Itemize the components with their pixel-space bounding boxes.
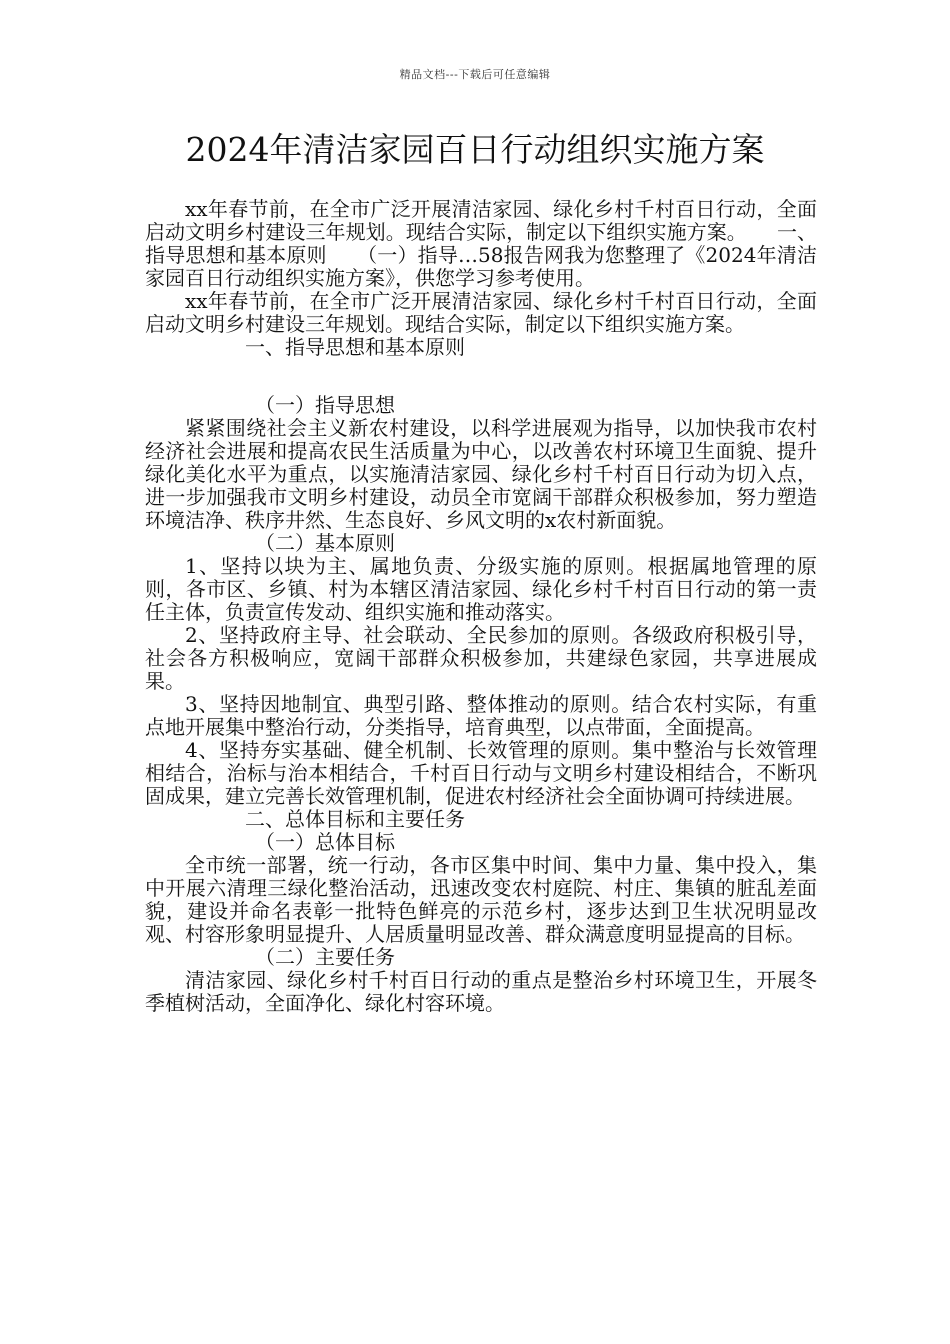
body-paragraph: 全市统一部署，统一行动，各市区集中时间、集中力量、集中投入，集中开展六清理三绿化整治活动，迅速改变农村庭院、村庄、集镇的脏乱差面貌，建设并命名表彰一批特色鲜亮的示范乡村，逐步达到卫生状况明显改观、村容形象明显提升、人居质量明显改善、群众满意度明显提高的目标。	[145, 853, 817, 946]
document-body	[145, 198, 817, 1015]
body-paragraph: 清洁家园、绿化乡村千村百日行动的重点是整治乡村环境卫生，开展冬季植树活动，全面净化、绿化村容环境。	[145, 968, 817, 1015]
section-heading: 二、总体目标和主要任务	[245, 807, 465, 831]
subsection-heading: （一）指导思想	[255, 393, 395, 417]
document-title: 2024年清洁家园百日行动组织实施方案	[185, 130, 765, 169]
principle-paragraph: 2、坚持政府主导、社会联动、全民参加的原则。各级政府积极引导，社会各方积极响应，宽阔干部群众积极参加，共建绿色家园，共享进展成果。	[145, 623, 817, 693]
section-heading: 一、指导思想和基本原则	[245, 335, 465, 359]
header-note: 精品文档---下载后可任意编辑	[399, 68, 551, 81]
subsection-heading: （二）基本原则	[255, 531, 395, 555]
principle-paragraph: 1、坚持以块为主、属地负责、分级实施的原则。根据属地管理的原则，各市区、乡镇、村为本辖区清洁家园、绿化乡村千村百日行动的第一责任主体，负责宣传发动、组织实施和推动落实。	[145, 554, 817, 624]
principle-paragraph: 3、坚持因地制宜、典型引路、整体推动的原则。结合农村实际，有重点地开展集中整治行动，分类指导，培育典型，以点带面，全面提高。	[145, 692, 817, 739]
body-paragraph: xx年春节前，在全市广泛开展清洁家园、绿化乡村千村百日行动，全面启动文明乡村建设三年规划。现结合实际，制定以下组织实施方案。	[145, 289, 817, 336]
principle-paragraph: 4、坚持夯实基础、健全机制、长效管理的原则。集中整治与长效管理相结合，治标与治本相结合，千村百日行动与文明乡村建设相结合，不断巩固成果，建立完善长效管理机制，促进农村经济社会全面协调可持续进展。	[145, 738, 817, 808]
intro-paragraph: xx年春节前，在全市广泛开展清洁家园、绿化乡村千村百日行动，全面启动文明乡村建设三年规划。现结合实际，制定以下组织实施方案。 一、指导思想和基本原则 （一）指导…58报告网我为您整理了《2024年清洁家园百日行动组织实施方案》，供您学习参考使用。	[145, 197, 817, 290]
subsection-heading: （二）主要任务	[255, 945, 395, 969]
body-paragraph: 紧紧围绕社会主义新农村建设，以科学进展观为指导，以加快我市农村经济社会进展和提高农民生活质量为中心，以改善农村环境卫生面貌、提升绿化美化水平为重点，以实施清洁家园、绿化乡村千村百日行动为切入点，进一步加强我市文明乡村建设，动员全市宽阔干部群众积极参加，努力塑造环境洁净、秩序井然、生态良好、乡风文明的x农村新面貌。	[145, 416, 817, 532]
subsection-heading: （一）总体目标	[255, 830, 395, 854]
